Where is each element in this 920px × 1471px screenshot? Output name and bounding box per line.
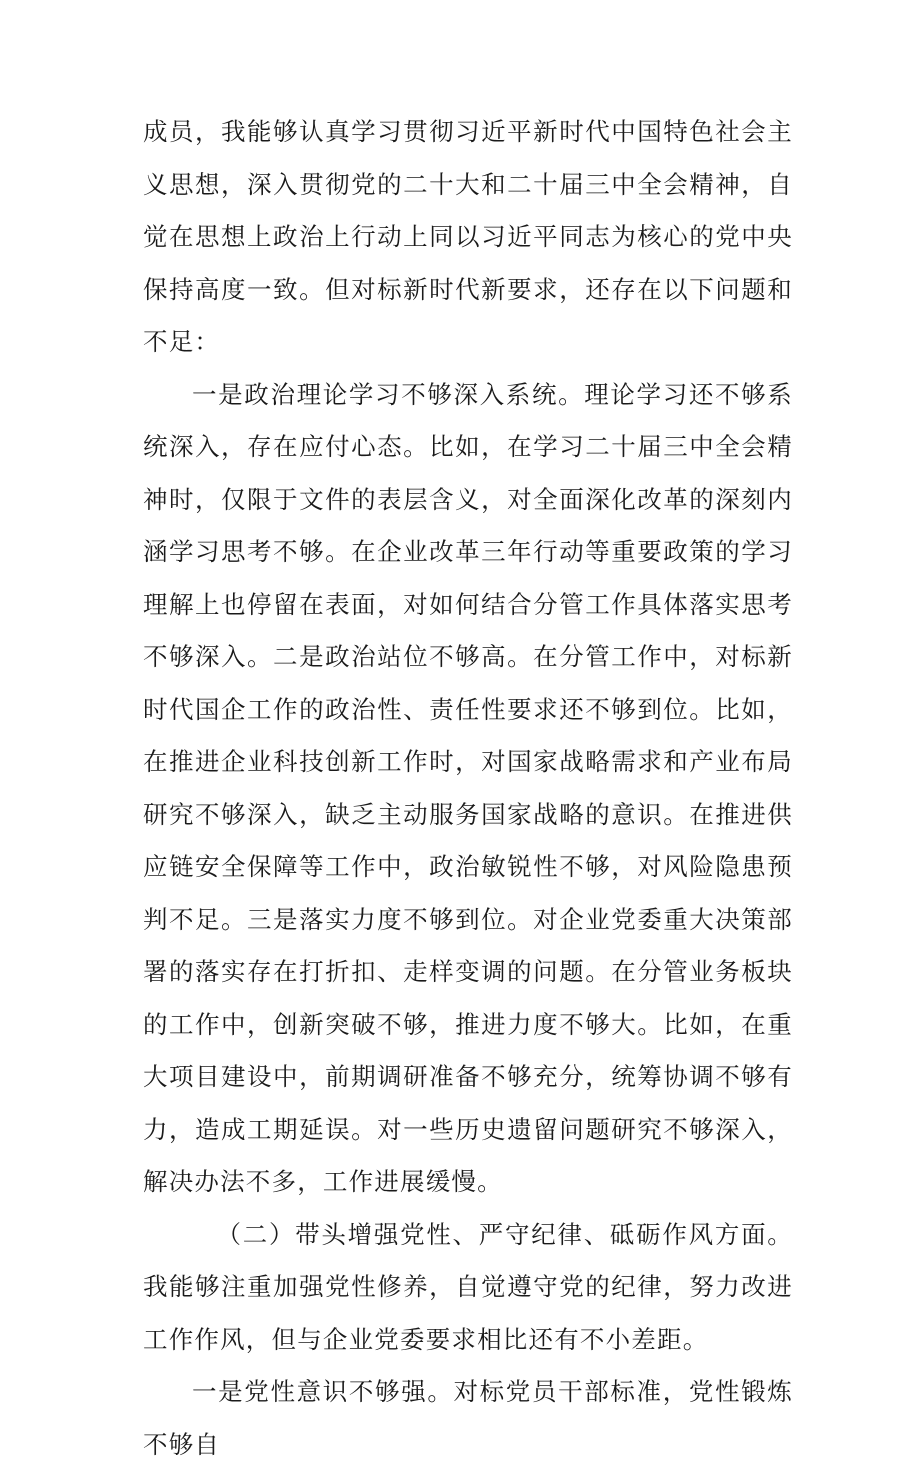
paragraph-section-two-heading: （二）带头增强党性、严守纪律、砥砺作风方面。我能够注重加强党性修养，自觉遵守党的纪律，努力改进工作作风，但与企业党委要求相比还有不小差距。 [143, 1219, 793, 1354]
paragraph-political-theory: 一是政治理论学习不够深入系统。理论学习还不够系统深入，存在应付心态。比如，在学习二十届三中全会精神时，仅限于文件的表层含义，对全面深化改革的深刻内涵学习思考不够。在企业改革三年行动等重要政策的学习理解上也停留在表面，对如何结合分管工作具体落实思考不够深入。二是政治站位不够高。在分管工作中，对标新时代国企工作的政治性、责任性要求还不够到位。比如，在推进企业科技创新工作时，对国家战略需求和产业布局研究不够深入，缺乏主动服务国家战略的意识。在推进供应链安全保障等工作中，政治敏锐性不够，对风险隐患预判不足。三是落实力度不够到位。对企业党委重大决策部署的落实存在打折扣、走样变调的问题。在分管业务板块的工作中，创新突破不够，推进力度不够大。比如，在重大项目建设中，前期调研准备不够充分，统筹协调不够有力，造成工期延误。对一些历史遗留问题研究不够深入，解决办法不多，工作进展缓慢。 [143, 379, 793, 1196]
document-body [143, 106, 793, 1471]
paragraph-party-spirit: 一是党性意识不够强。对标党员干部标准，党性锻炼不够自 [143, 1377, 793, 1459]
paragraph-intro-continued: 成员，我能够认真学习贯彻习近平新时代中国特色社会主义思想，深入贯彻党的二十大和二十届三中全会精神，自觉在思想上政治上行动上同以习近平同志为核心的党中央保持高度一致。但对标新时代新要求，还存在以下问题和不足： [143, 117, 793, 356]
